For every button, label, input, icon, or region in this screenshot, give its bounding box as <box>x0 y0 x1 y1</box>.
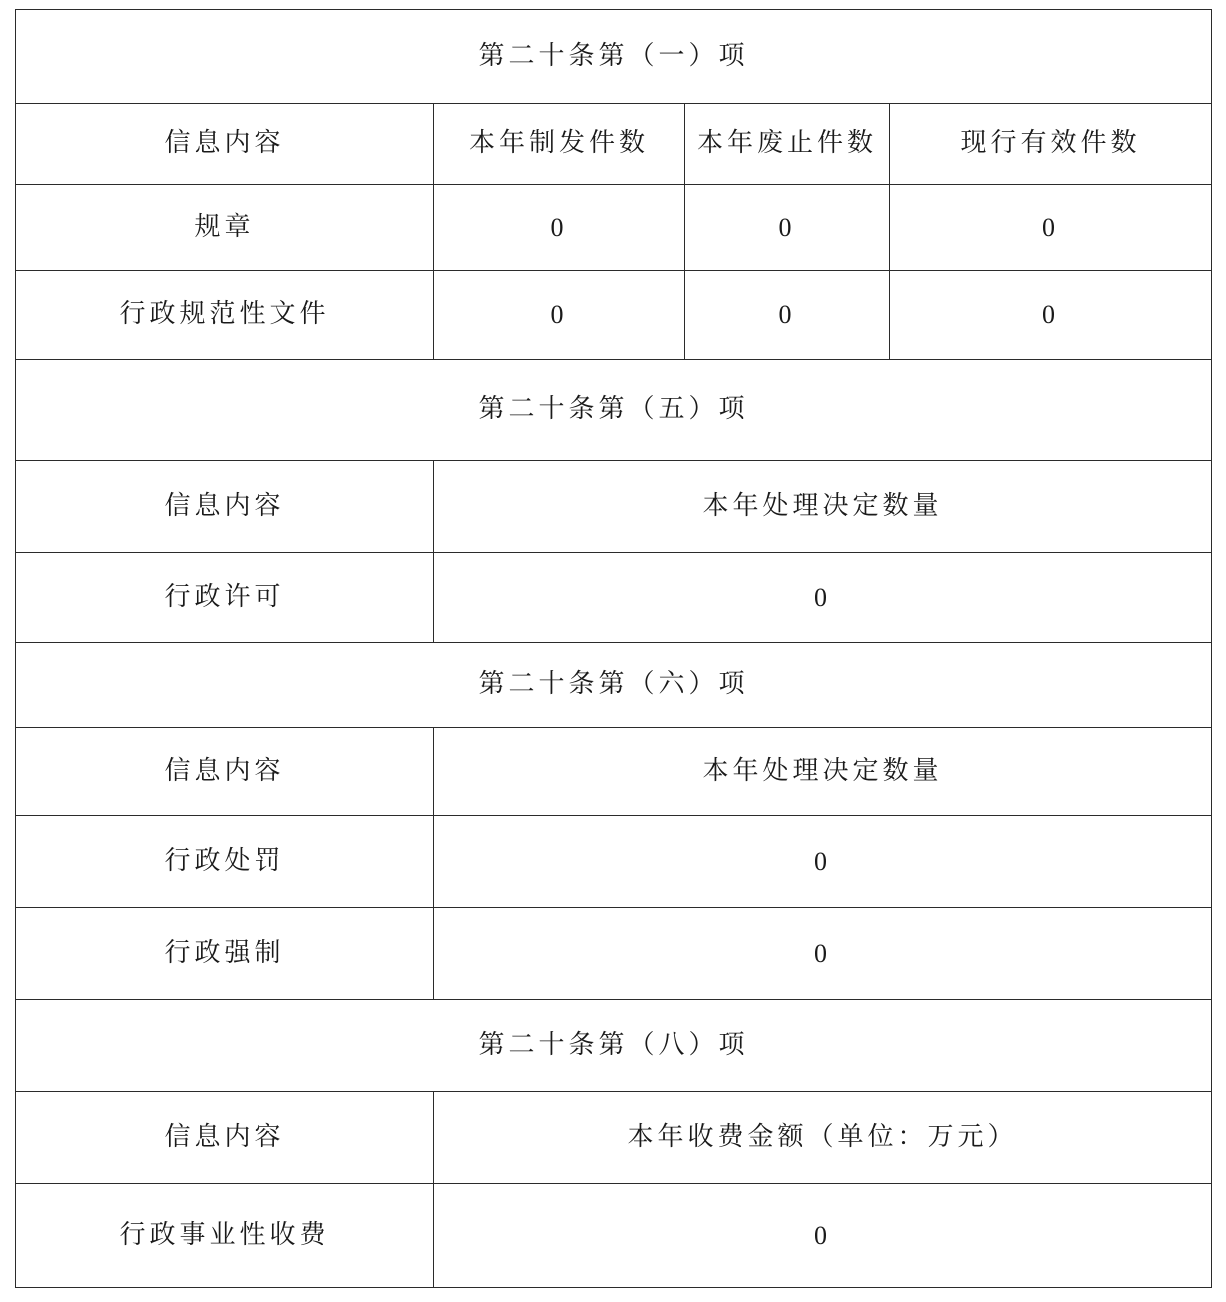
table-row <box>16 185 1212 271</box>
row-label: 规章 <box>16 185 434 271</box>
table-header-row <box>16 461 1212 553</box>
disclosure-table <box>15 9 1212 1288</box>
header-cell: 本年处理决定数量 <box>434 728 1212 816</box>
header-cell: 本年制发件数 <box>434 104 685 185</box>
header-cell: 本年处理决定数量 <box>434 461 1212 553</box>
section-title-row <box>16 360 1212 461</box>
table-row <box>16 271 1212 360</box>
value-cell: 0 <box>434 185 685 271</box>
section-title-row <box>16 1000 1212 1092</box>
value-cell: 0 <box>434 908 1212 1000</box>
section-title-row <box>16 643 1212 728</box>
header-cell: 信息内容 <box>16 728 434 816</box>
header-cell: 本年废止件数 <box>685 104 890 185</box>
row-label: 行政事业性收费 <box>16 1184 434 1288</box>
value-cell: 0 <box>434 816 1212 908</box>
header-cell: 信息内容 <box>16 104 434 185</box>
value-cell: 0 <box>685 185 890 271</box>
header-cell: 现行有效件数 <box>890 104 1212 185</box>
section-title-row <box>16 10 1212 104</box>
value-cell: 0 <box>890 271 1212 360</box>
row-label: 行政强制 <box>16 908 434 1000</box>
table-row <box>16 816 1212 908</box>
table-header-row <box>16 1092 1212 1184</box>
table-row <box>16 553 1212 643</box>
table-row <box>16 908 1212 1000</box>
value-cell: 0 <box>434 1184 1212 1288</box>
section-title: 第二十条第（八）项 <box>16 1000 1212 1092</box>
section-title: 第二十条第（六）项 <box>16 643 1212 728</box>
value-cell: 0 <box>434 553 1212 643</box>
table-header-row <box>16 104 1212 185</box>
header-cell: 本年收费金额（单位：万元） <box>434 1092 1212 1184</box>
value-cell: 0 <box>434 271 685 360</box>
row-label: 行政许可 <box>16 553 434 643</box>
header-cell: 信息内容 <box>16 1092 434 1184</box>
header-cell: 信息内容 <box>16 461 434 553</box>
table-row <box>16 1184 1212 1288</box>
table-header-row <box>16 728 1212 816</box>
value-cell: 0 <box>890 185 1212 271</box>
section-title: 第二十条第（五）项 <box>16 360 1212 461</box>
value-cell: 0 <box>685 271 890 360</box>
section-title: 第二十条第（一）项 <box>16 10 1212 104</box>
row-label: 行政处罚 <box>16 816 434 908</box>
row-label: 行政规范性文件 <box>16 271 434 360</box>
